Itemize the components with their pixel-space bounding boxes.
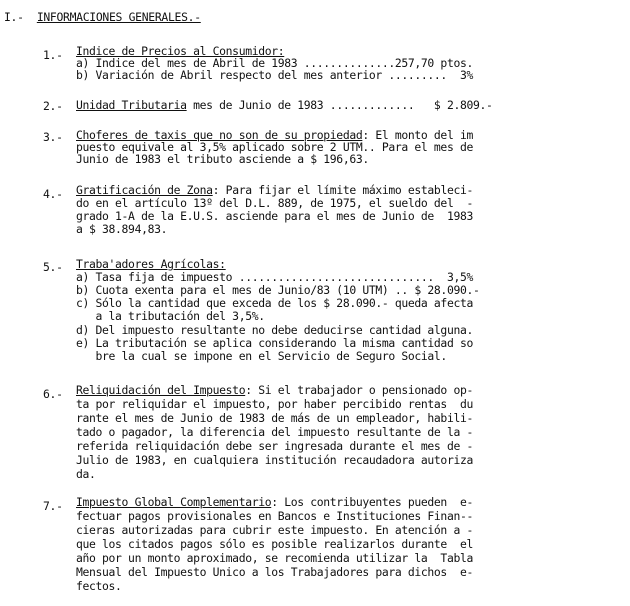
item-line: puesto equivale al 3,5% aplicado sobre 2 UTM.. Para el mes de (76, 140, 473, 154)
item-number: 1.- (43, 48, 63, 62)
item-line: do en el artículo 13º del D.L. 889, de 1975, el sueldo del - (76, 196, 473, 210)
item-title-line (76, 385, 473, 397)
item-number: 2.- (43, 99, 63, 113)
item-text: : El monto del im (362, 128, 473, 142)
item-line: a $ 38.894,83. (76, 222, 168, 236)
item-title: Reliquidación del Impuesto (76, 383, 246, 397)
item-number: 4.- (43, 187, 63, 201)
item-title: Indice de Precios al Consumidor: (76, 44, 285, 58)
item-title: Impuesto Global Complementario (76, 495, 272, 509)
item-line: cieras autorizadas para cubrir este impuesto. En atención a - (76, 523, 473, 537)
item-number: 3.- (43, 130, 63, 144)
item-number: 7.- (43, 499, 63, 513)
item-text: : Si el trabajador o pensionado op- (245, 383, 473, 397)
item-line: año por un monto aproximado, se recomienda utilizar la Tabla (76, 551, 473, 565)
item-number: 5.- (43, 260, 63, 274)
item-line: e) La tributación se aplica considerando la misma cantidad so (76, 336, 473, 350)
item-line: fectuar pagos provisionales en Bancos e Instituciones Finan-- (76, 509, 473, 523)
item-line: a) Tasa fija de impuesto .............................. 3,5% (76, 270, 473, 284)
item-line: Mensual del Impuesto Unico a los Trabajadores para dichos e- (76, 565, 473, 579)
item-line: b) Cuota exenta para el mes de Junio/83 (10 UTM) .. $ 28.090.- (76, 283, 480, 297)
item-title-line (76, 259, 226, 271)
item-line: Julio de 1983, en cualquiera institución recaudadora autoriza (76, 453, 473, 467)
section-title: INFORMACIONES GENERALES.- (36, 10, 201, 24)
item-title-line (76, 100, 493, 112)
item-line: fectos. (76, 579, 122, 593)
item-text: : Los contribuyentes pueden e- (271, 495, 473, 509)
item-title-line (76, 497, 473, 509)
item-title: Choferes de taxis que no son de su propiedad (76, 128, 363, 142)
item-number: 6.- (43, 387, 63, 401)
item-line: referida reliquidación debe ser ingresada durante el mes de - (76, 439, 473, 453)
item-line: rante el mes de Junio de 1983 de más de un empleador, habili- (76, 411, 473, 425)
item-title: Gratificación de Zona (76, 183, 213, 197)
item-title: Traba'adores Agrícolas: (76, 257, 226, 271)
item-line: d) Del impuesto resultante no debe deducirse cantidad alguna. (76, 323, 473, 337)
item-line: c) Sólo la cantidad que exceda de los $ 28.090.- queda afecta (76, 296, 473, 310)
item-line: a) Indice del mes de Abril de 1983 ..............257,70 ptos. (76, 56, 473, 70)
item-title-line (76, 185, 473, 197)
item-line: da. (76, 467, 96, 481)
item-line: Junio de 1983 el tributo asciende a $ 196,63. (76, 152, 369, 166)
section-header (4, 12, 201, 24)
item-title: Unidad Tributaria (76, 98, 187, 112)
item-text: : Para fijar el límite máximo estableci- (212, 183, 473, 197)
section-roman-numeral: I.- (4, 10, 24, 24)
item-text: mes de Junio de 1983 ............. $ 2.809.- (186, 98, 493, 112)
item-line: b) Variación de Abril respecto del mes anterior ......... 3% (76, 68, 473, 82)
item-line: que los citados pagos sólo es posible realizarlos durante el (76, 537, 473, 551)
item-line: grado 1-A de la E.U.S. asciende para el mes de Junio de 1983 (76, 209, 473, 223)
item-line: ta por reliquidar el impuesto, por haber percibido rentas du (76, 397, 473, 411)
item-line: bre la cual se impone en el Servicio de Seguro Social. (76, 349, 447, 363)
item-line: tado o pagador, la diferencia del impuesto resultante de la - (76, 425, 473, 439)
item-line: a la tributación del 3,5%. (76, 309, 265, 323)
